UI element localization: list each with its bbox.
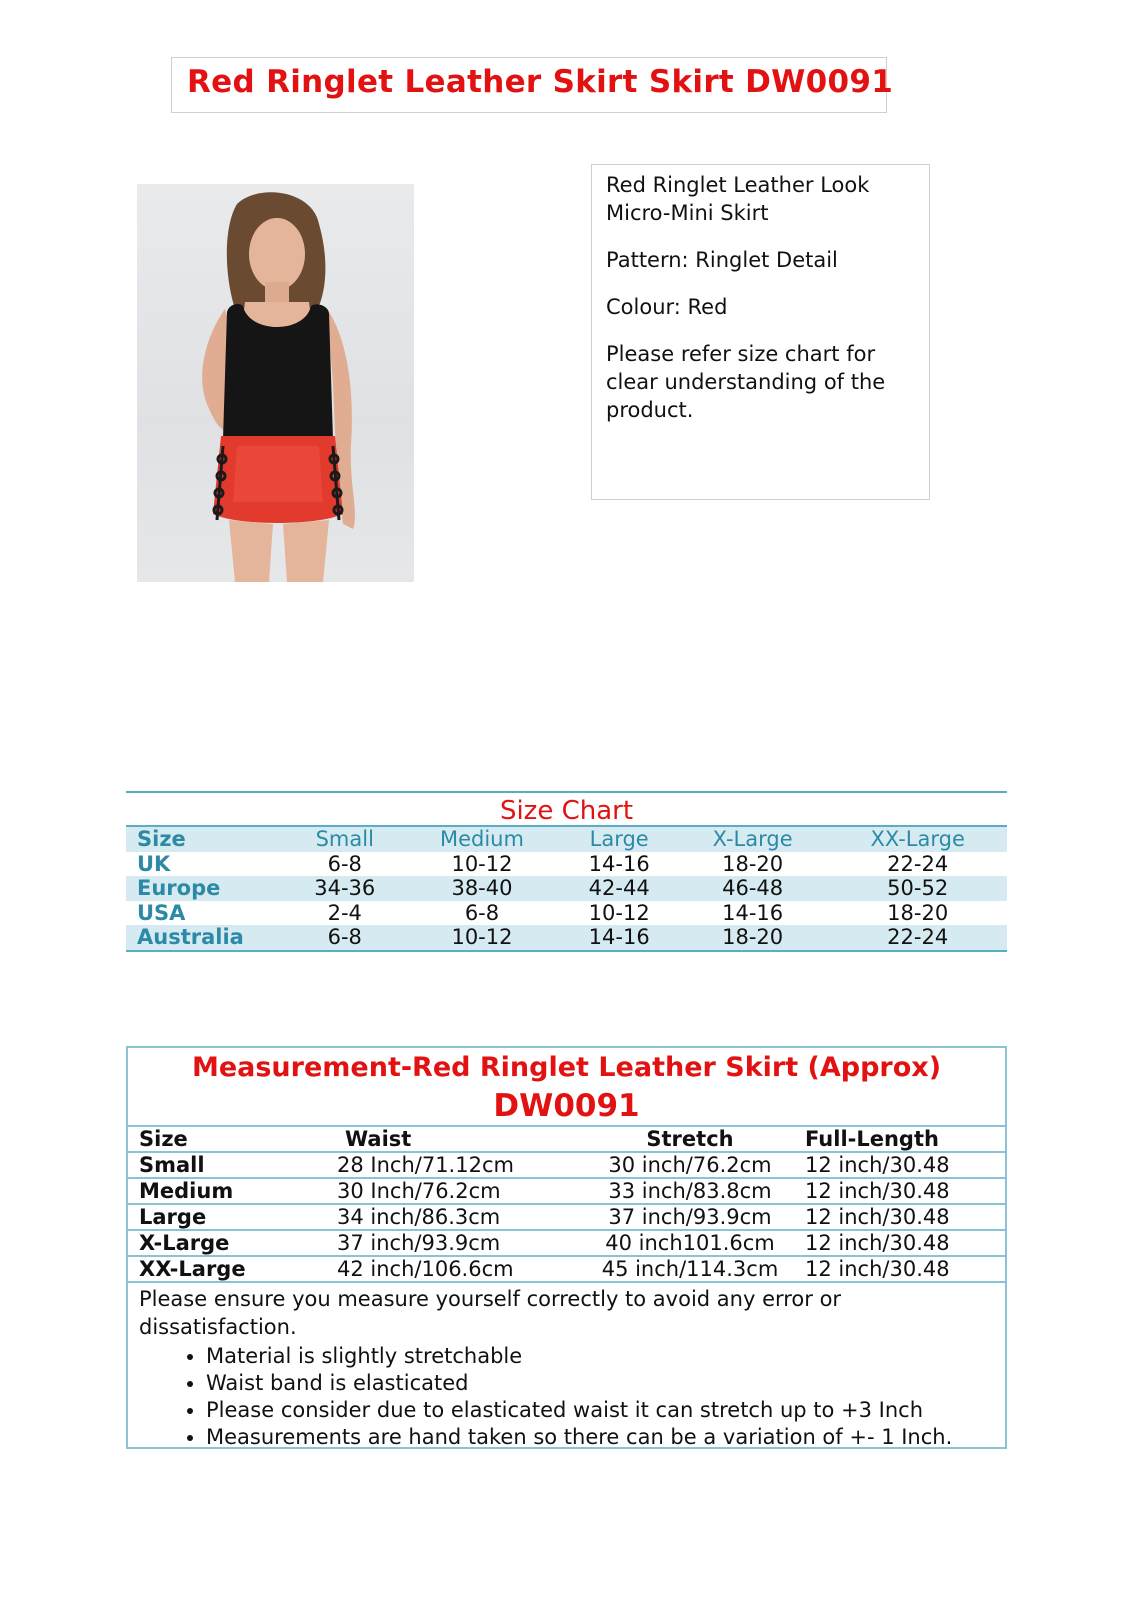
measurement-box — [126, 1046, 1007, 1449]
header-cell: Size — [126, 827, 287, 852]
table-cell: 14-16 — [561, 925, 677, 951]
row-label: Medium — [128, 1178, 333, 1204]
table-cell: 12 inch/30.48 — [795, 1204, 1005, 1230]
table-cell: 14-16 — [722, 900, 784, 925]
table-cell: 34-36 — [287, 876, 403, 901]
table-cell: 10-12 — [588, 900, 650, 925]
list-item: • Measurements are hand taken so there can be a variation of +- 1 Inch. — [206, 1424, 994, 1451]
measurement-notes — [128, 1283, 1005, 1453]
table-cell: 18-20 — [677, 925, 828, 951]
table-cell: 42 inch/106.6cm — [333, 1256, 585, 1282]
row-label: X-Large — [128, 1230, 333, 1256]
measurement-title-block — [128, 1048, 1005, 1127]
list-item: • Please consider due to elasticated waist it can stretch up to +3 Inch — [206, 1397, 994, 1424]
table-cell: 12 inch/30.48 — [795, 1230, 1005, 1256]
product-photo — [137, 184, 414, 582]
table-cell: 28 Inch/71.12cm — [333, 1152, 585, 1178]
header-cell: Full-Length — [795, 1127, 1005, 1152]
table-cell: 12 inch/30.48 — [795, 1178, 1005, 1204]
table-cell: 46-48 — [677, 876, 828, 901]
row-label: UK — [137, 851, 171, 876]
table-cell: 37 inch/93.9cm — [585, 1204, 795, 1230]
table-row — [126, 925, 1007, 951]
measurement-header-row — [128, 1127, 1005, 1152]
table-row — [128, 1152, 1005, 1178]
size-chart-table — [126, 827, 1007, 952]
header-cell: X-Large — [677, 827, 828, 852]
description-note: Please refer size chart for clear understanding of the product. — [606, 342, 886, 422]
table-cell: 50-52 — [828, 876, 1007, 901]
table-row — [126, 901, 1007, 926]
table-cell: 12 inch/30.48 — [795, 1152, 1005, 1178]
header-cell: Stretch — [585, 1127, 795, 1152]
table-cell: 42-44 — [561, 876, 677, 901]
header-cell: Size — [128, 1127, 333, 1152]
row-label: Europe — [126, 876, 287, 901]
table-cell: 22-24 — [828, 925, 1007, 951]
table-cell: 40 inch101.6cm — [585, 1230, 795, 1256]
table-row — [128, 1230, 1005, 1256]
header-cell: Large — [561, 827, 677, 852]
row-label: Large — [128, 1204, 333, 1230]
size-chart-header-row — [126, 827, 1007, 852]
description-pattern: Pattern: Ringlet Detail — [606, 248, 838, 272]
table-cell: 30 inch/76.2cm — [585, 1152, 795, 1178]
page-title: Red Ringlet Leather Skirt Skirt DW0091 — [187, 64, 894, 100]
table-row — [126, 852, 1007, 877]
table-cell: 2-4 — [327, 900, 362, 925]
table-cell: 18-20 — [887, 900, 949, 925]
table-row — [128, 1178, 1005, 1204]
measurement-title: Measurement-Red Ringlet Leather Skirt (Approx) — [191, 1052, 942, 1083]
table-cell: 6-8 — [327, 851, 362, 876]
size-chart-title: Size Chart — [126, 791, 1007, 827]
table-cell: 6-8 — [287, 925, 403, 951]
description-colour: Colour: Red — [606, 295, 728, 319]
header-cell: Small — [287, 827, 403, 852]
measurement-code: DW0091 — [493, 1088, 640, 1124]
table-cell: 45 inch/114.3cm — [585, 1256, 795, 1282]
table-row — [128, 1256, 1005, 1282]
size-chart — [126, 791, 1007, 952]
table-row — [126, 876, 1007, 901]
table-cell: 37 inch/93.9cm — [333, 1230, 585, 1256]
notes-list — [139, 1343, 994, 1451]
row-label: Australia — [126, 925, 287, 951]
title-box — [171, 57, 894, 113]
header-cell: Waist — [333, 1127, 585, 1152]
row-label: XX-Large — [128, 1256, 333, 1282]
table-cell: 10-12 — [403, 925, 562, 951]
row-label: USA — [137, 900, 186, 925]
header-cell: XX-Large — [828, 827, 1007, 852]
table-cell: 38-40 — [403, 876, 562, 901]
table-row — [128, 1204, 1005, 1230]
row-label: Small — [128, 1152, 333, 1178]
description-line: Red Ringlet Leather Look Micro-Mini Skirt — [606, 173, 870, 225]
table-cell: 34 inch/86.3cm — [333, 1204, 585, 1230]
table-cell: 22-24 — [887, 851, 949, 876]
measurement-note: Please ensure you measure yourself correctly to avoid any error or dissatisfaction. — [139, 1287, 842, 1339]
measurement-table — [128, 1127, 1005, 1283]
header-cell: Medium — [403, 827, 562, 852]
table-cell: 14-16 — [588, 851, 650, 876]
list-item: • Material is slightly stretchable — [206, 1343, 994, 1370]
list-item: • Waist band is elasticated — [206, 1370, 994, 1397]
table-cell: 12 inch/30.48 — [795, 1256, 1005, 1282]
table-cell: 33 inch/83.8cm — [585, 1178, 795, 1204]
table-cell: 10-12 — [451, 851, 513, 876]
table-cell: 18-20 — [722, 851, 784, 876]
table-cell: 30 Inch/76.2cm — [333, 1178, 585, 1204]
table-cell: 6-8 — [464, 900, 500, 925]
description-box — [591, 164, 930, 500]
model-illustration — [137, 184, 414, 582]
